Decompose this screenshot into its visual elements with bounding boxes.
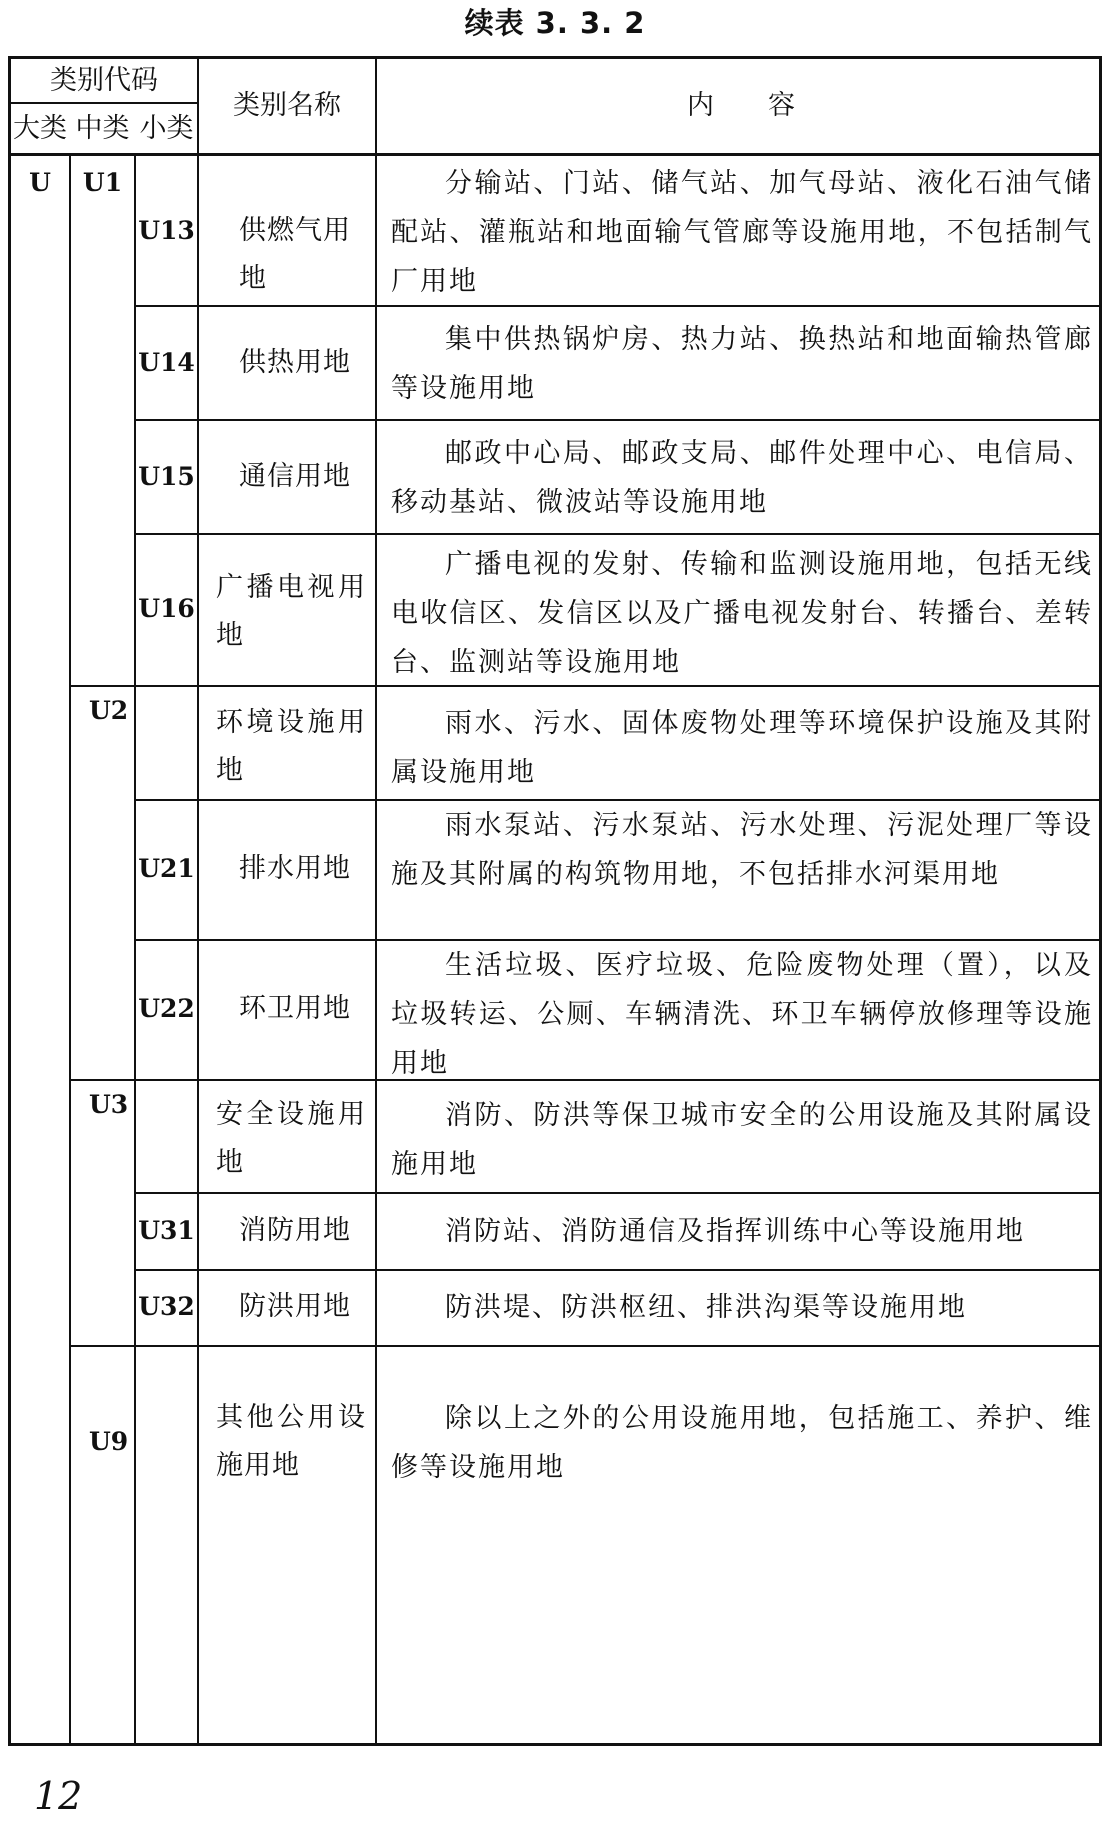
header-category-name: 类别名称 [233, 90, 341, 121]
category-name: 消防用地 [239, 1215, 351, 1246]
category-content: 消防站、消防通信及指挥训练中心等设施用地 [445, 1216, 1025, 1247]
header-minor-category: 小类 [139, 113, 194, 144]
grid-line [375, 59, 377, 1746]
category-name: 通信用地 [239, 461, 351, 492]
category-content: 广播电视的发射、传输和监测设施用地，包括无线电收信区、发信区以及广播电视发射台、转播台、差转台、监测站等设施用地 [391, 549, 1093, 678]
medium-code-u9: U9 [89, 1427, 129, 1456]
category-content: 生活垃圾、医疗垃圾、危险废物处理（置），以及垃圾转运、公厕、车辆清洗、环卫车辆停放修理等设施用地 [391, 950, 1093, 1079]
major-code-u: U [29, 168, 51, 197]
medium-code-u1: U1 [82, 168, 123, 197]
minor-code: U32 [138, 1292, 195, 1321]
grid-line [134, 1269, 1102, 1271]
category-content: 集中供热锅炉房、热力站、换热站和地面输热管廊等设施用地 [391, 324, 1093, 404]
category-name: 其他公用设施用地 [216, 1402, 366, 1481]
category-content: 消防、防洪等保卫城市安全的公用设施及其附属设施用地 [391, 1100, 1093, 1180]
category-name: 防洪用地 [239, 1291, 351, 1322]
category-name: 排水用地 [239, 853, 351, 884]
minor-code: U31 [138, 1216, 195, 1245]
header-content: 内 容 [687, 90, 795, 121]
category-name: 供燃气用地 [239, 215, 351, 294]
table-caption: 续表 3. 3. 2 [464, 6, 646, 40]
category-content: 雨水、污水、固体废物处理等环境保护设施及其附属设施用地 [391, 708, 1093, 788]
minor-code: U13 [138, 216, 195, 245]
minor-code: U16 [138, 594, 195, 623]
category-name: 环境设施用地 [216, 707, 366, 786]
minor-code: U22 [138, 994, 195, 1023]
grid-line [134, 533, 1102, 535]
category-content: 除以上之外的公用设施用地，包括施工、养护、维修等设施用地 [391, 1403, 1093, 1483]
grid-line [134, 419, 1102, 421]
minor-code: U14 [138, 348, 195, 377]
grid-line [134, 1192, 1102, 1194]
grid-line [197, 59, 199, 1746]
category-content: 邮政中心局、邮政支局、邮件处理中心、电信局、移动基站、微波站等设施用地 [391, 438, 1093, 518]
header-major-category: 大类 [13, 113, 67, 144]
grid-line [11, 153, 1102, 156]
land-use-classification-table [8, 56, 1102, 1746]
grid-line [134, 155, 136, 1746]
header-category-code: 类别代码 [50, 65, 158, 96]
minor-code: U15 [138, 462, 195, 491]
page-number: 12 [34, 1774, 83, 1818]
minor-code: U21 [138, 854, 195, 883]
header-medium-category: 中类 [75, 113, 130, 144]
grid-line [69, 1345, 1102, 1347]
category-name: 环卫用地 [239, 993, 351, 1024]
category-name: 供热用地 [239, 347, 351, 378]
grid-line [69, 155, 71, 1746]
category-content: 分输站、门站、储气站、加气母站、液化石油气储配站、灌瓶站和地面输气管廊等设施用地，不包括制气厂用地 [391, 168, 1093, 297]
medium-code-u3: U3 [89, 1090, 129, 1119]
category-content: 雨水泵站、污水泵站、污水处理、污泥处理厂等设施及其附属的构筑物用地，不包括排水河渠用地 [391, 810, 1093, 890]
medium-code-u2: U2 [89, 696, 129, 725]
category-content: 防洪堤、防洪枢纽、排洪沟渠等设施用地 [445, 1292, 967, 1323]
category-name: 广播电视用地 [216, 572, 366, 651]
category-name: 安全设施用地 [216, 1099, 366, 1178]
